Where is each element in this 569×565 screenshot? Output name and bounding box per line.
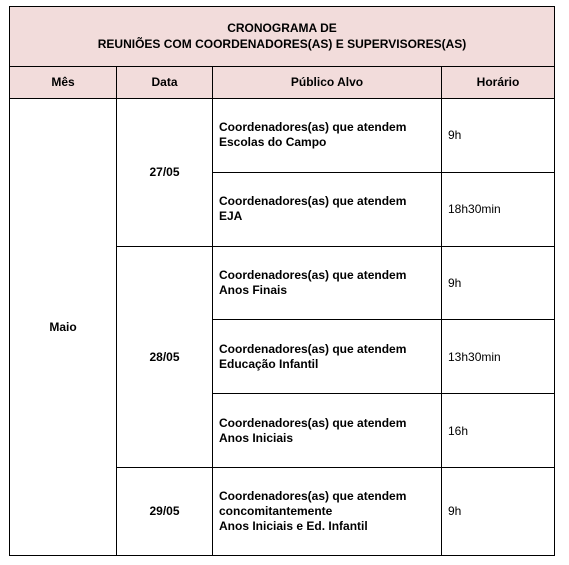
audience-cell: [213, 320, 442, 394]
header-row: [10, 66, 555, 98]
audience-line: concomitantemente: [219, 503, 333, 518]
title-line-1: CRONOGRAMA DE: [227, 21, 337, 36]
month-cell: Maio: [10, 98, 117, 555]
time-cell: 9h: [442, 246, 555, 320]
audience-cell: [213, 467, 442, 555]
audience-cell: [213, 98, 442, 172]
date-cell: 27/05: [117, 98, 213, 246]
audience-line: Coordenadores(as) que atendem: [219, 120, 407, 135]
table-title: [10, 7, 555, 67]
time-cell: 9h: [442, 98, 555, 172]
header-month: Mês: [10, 66, 117, 98]
audience-line: EJA: [219, 209, 243, 224]
table-row: [10, 98, 555, 172]
audience-line: Coordenadores(as) que atendem: [219, 488, 407, 503]
title-line-2: REUNIÕES COM COORDENADORES(AS) E SUPERVISORES(AS): [97, 37, 467, 52]
audience-line: Anos Finais: [219, 282, 288, 297]
header-date: Data: [117, 66, 213, 98]
time-cell: 16h: [442, 394, 555, 468]
audience-line: Anos Iniciais: [219, 430, 294, 445]
audience-cell: [213, 172, 442, 246]
audience-line: Escolas do Campo: [219, 135, 327, 150]
schedule-table: [9, 6, 555, 556]
audience-line: Coordenadores(as) que atendem: [219, 415, 407, 430]
time-cell: 9h: [442, 467, 555, 555]
time-cell: 13h30min: [442, 320, 555, 394]
header-time: Horário: [442, 66, 555, 98]
date-cell: 28/05: [117, 246, 213, 467]
audience-line: Educação Infantil: [219, 356, 319, 371]
audience-line: Anos Iniciais e Ed. Infantil: [219, 518, 368, 533]
date-cell: 29/05: [117, 467, 213, 555]
time-cell: 18h30min: [442, 172, 555, 246]
audience-cell: [213, 394, 442, 468]
header-audience: Público Alvo: [213, 66, 442, 98]
audience-line: Coordenadores(as) que atendem: [219, 267, 407, 282]
audience-line: Coordenadores(as) que atendem: [219, 341, 407, 356]
audience-cell: [213, 246, 442, 320]
audience-line: Coordenadores(as) que atendem: [219, 194, 407, 209]
